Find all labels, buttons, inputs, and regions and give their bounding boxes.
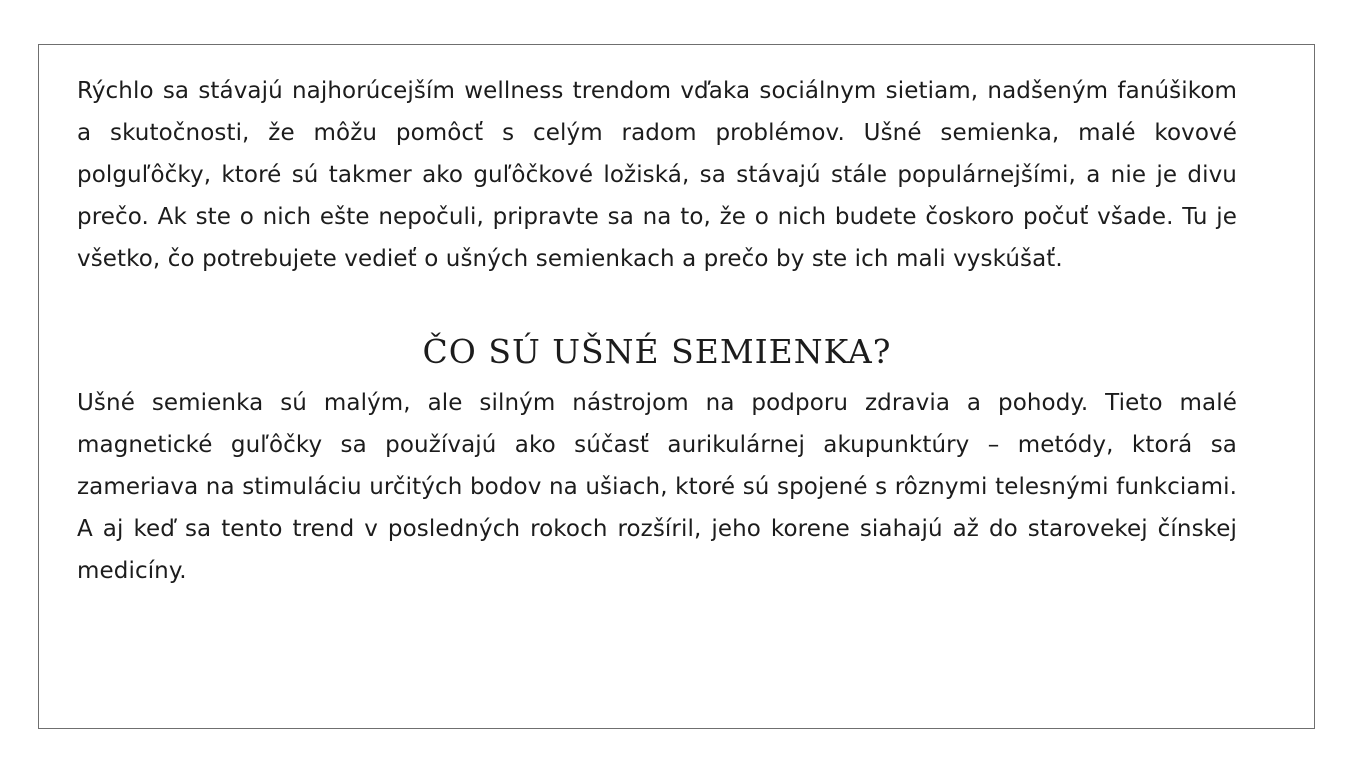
intro-paragraph: Rýchlo sa stávajú najhorúcejším wellness trendom vďaka sociálnym sietiam, nadšeným fanúšikom a skutočnosti, že môžu pomôcť s celým radom problémov. Ušné semienka, malé kovové polguľôčky, ktoré sú takmer ako guľôčkové ložiská, sa stávajú stále populárnejšími, a nie je divu prečo. Ak ste o nich ešte nepočuli, pripravte sa na to, že o nich budete čoskoro počuť všade. Tu je všetko, čo potrebujete vedieť o ušných semienkach a prečo by ste ich mali vyskúšať. bbox=[77, 78, 1237, 272]
section-heading: ČO SÚ UŠNÉ SEMIENKA? bbox=[422, 332, 892, 371]
article-body bbox=[77, 70, 1237, 592]
section-paragraph: Ušné semienka sú malým, ale silným nástrojom na podporu zdravia a pohody. Tieto malé magnetické guľôčky sa používajú ako súčasť aurikulárnej akupunktúry – metódy, ktorá sa zameriava na stimuláciu určitých bodov na ušiach, ktoré sú spojené s rôznymi telesnými funkciami. A aj keď sa tento trend v posledných rokoch rozšíril, jeho korene siahajú až do starovekej čínskej medicíny. bbox=[77, 390, 1237, 584]
